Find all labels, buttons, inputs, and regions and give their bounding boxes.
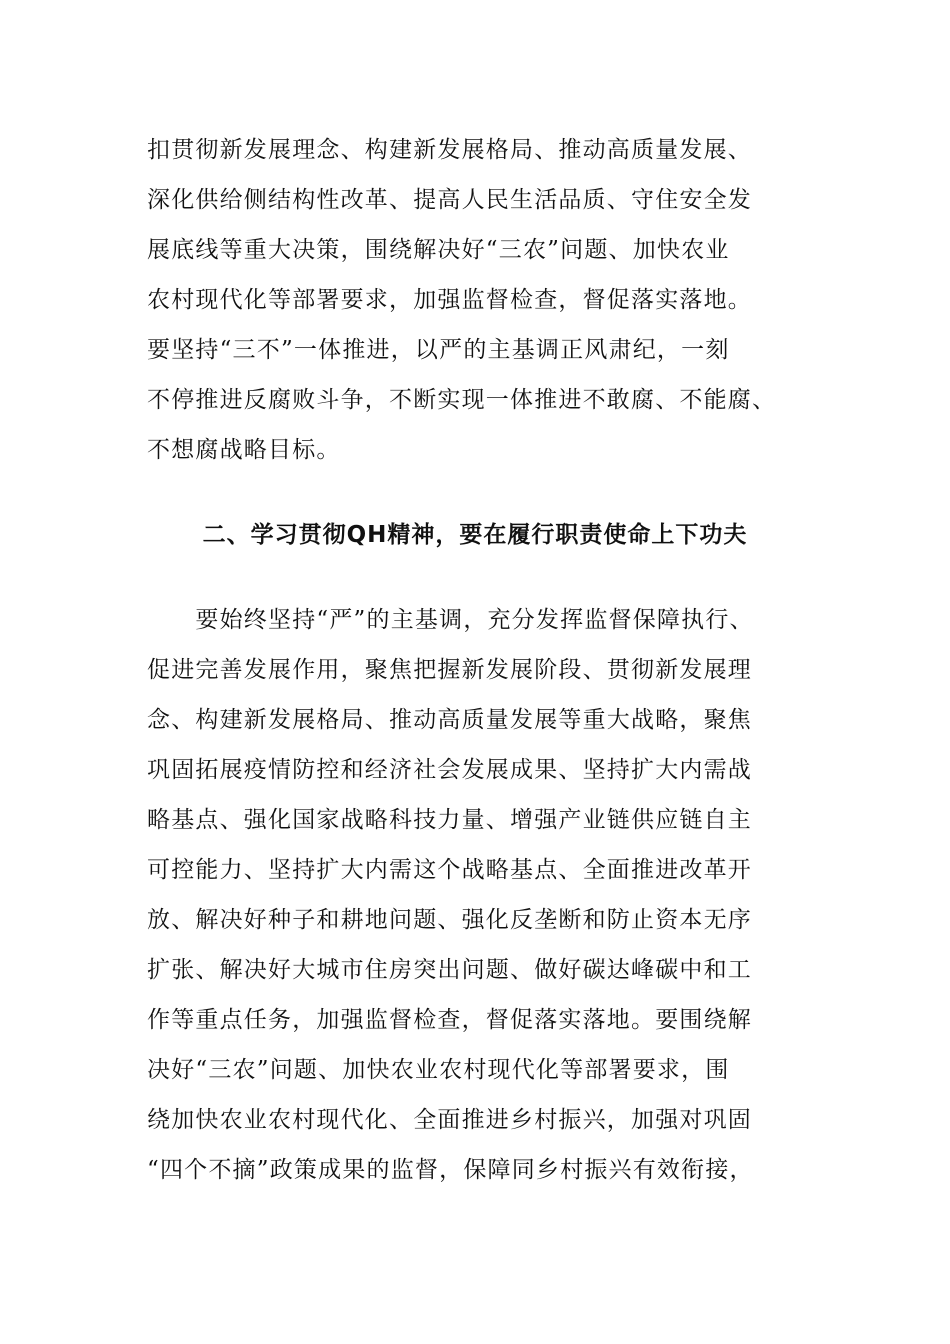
- paragraph-1-line-4: 农村现代化等部署要求，加强监督检查，督促落实落地。: [147, 287, 752, 313]
- paragraph-2-line-1: 要始终坚持“严”的主基调，充分发挥监督保障执行、: [147, 607, 754, 633]
- paragraph-1-line-1: 扣贯彻新发展理念、构建新发展格局、推动高质量发展、: [147, 137, 752, 163]
- paragraph-1-line-7: 不想腐战略目标。: [147, 437, 341, 463]
- paragraph-2-line-10: 决好“三农”问题、加快农业农村现代化等部署要求，围: [147, 1057, 730, 1083]
- paragraph-2-line-8: 扩张、解决好大城市住房突出问题、做好碳达峰碳中和工: [147, 957, 752, 983]
- paragraph-2-line-2: 促进完善发展作用，聚焦把握新发展阶段、贯彻新发展理: [147, 657, 752, 683]
- paragraph-2-line-7: 放、解决好种子和耕地问题、强化反垄断和防止资本无序: [147, 907, 752, 933]
- paragraph-1-line-5: 要坚持“三不”一体推进，以严的主基调正风肃纪，一刻: [147, 337, 730, 363]
- paragraph-2-line-5: 略基点、强化国家战略科技力量、增强产业链供应链自主: [147, 807, 752, 833]
- paragraph-2-line-12: “四个不摘”政策成果的监督，保障同乡村振兴有效衔接，: [147, 1157, 754, 1183]
- paragraph-2-line-4: 巩固拓展疫情防控和经济社会发展成果、坚持扩大内需战: [147, 757, 752, 783]
- section-heading: 二、学习贯彻QH精神，要在履行职责使命上下功夫: [202, 522, 748, 548]
- paragraph-2-line-6: 可控能力、坚持扩大内需这个战略基点、全面推进改革开: [147, 857, 752, 883]
- paragraph-2-line-11: 绕加快农业农村现代化、全面推进乡村振兴，加强对巩固: [147, 1107, 752, 1133]
- paragraph-2-line-9: 作等重点任务，加强监督检查，督促落实落地。要围绕解: [147, 1007, 752, 1033]
- paragraph-1-line-3: 展底线等重大决策，围绕解决好“三农”问题、加快农业: [147, 237, 730, 263]
- paragraph-2-line-3: 念、构建新发展格局、推动高质量发展等重大战略，聚焦: [147, 707, 752, 733]
- paragraph-1-line-6: 不停推进反腐败斗争，不断实现一体推进不敢腐、不能腐、: [147, 387, 777, 413]
- paragraph-1-line-2: 深化供给侧结构性改革、提高人民生活品质、守住安全发: [147, 187, 752, 213]
